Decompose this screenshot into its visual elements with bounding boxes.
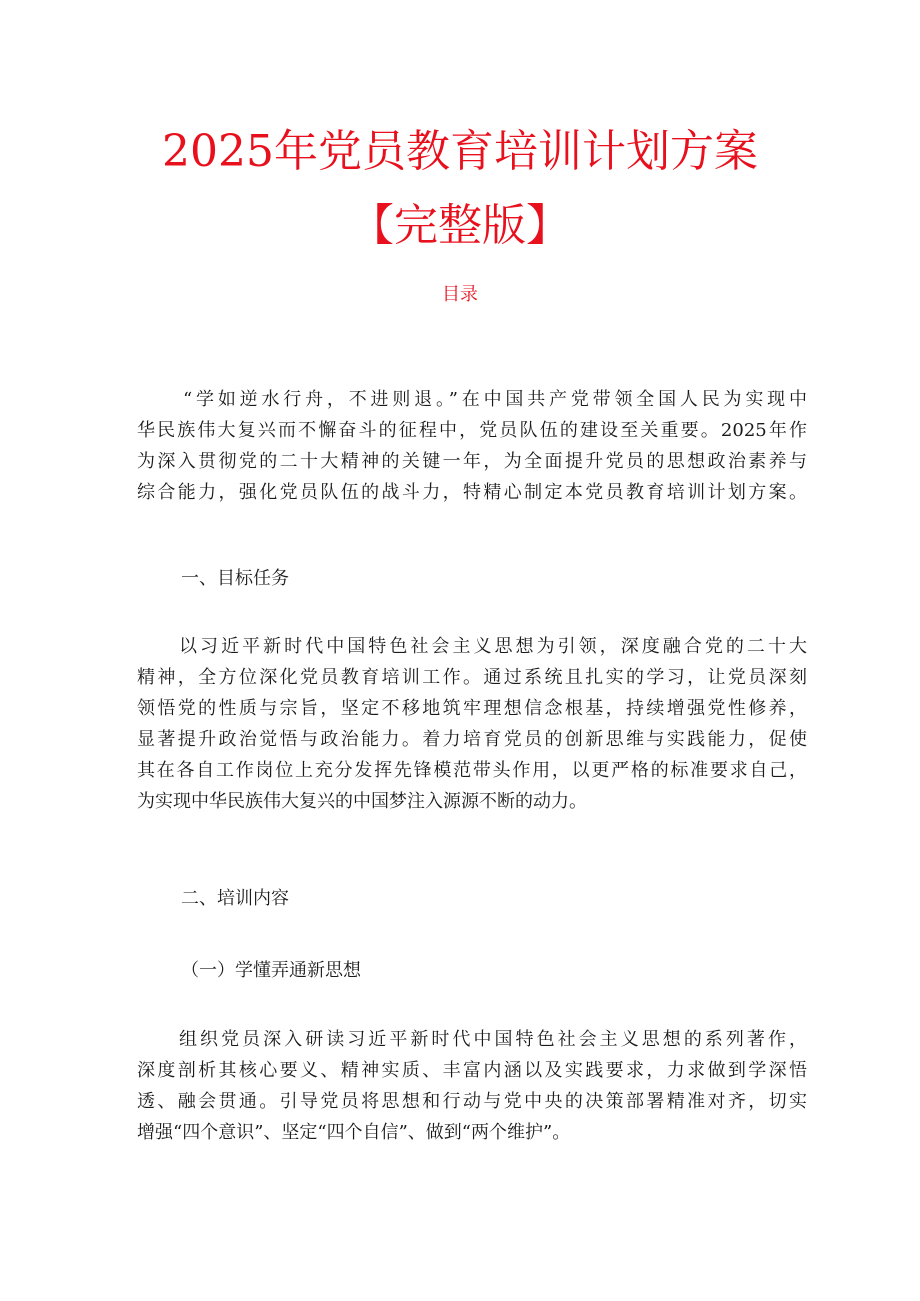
paragraph-line: 组织党员深入研读习近平新时代中国特色社会主义思想的系列著作，	[179, 1029, 807, 1050]
paragraph-line: “学如逆水行舟，不进则退。”在中国共产党带领全国人民为实现中	[183, 389, 807, 410]
paragraph-line: 综合能力，强化党员队伍的战斗力，特精心制定本党员教育培训计划方案。	[137, 482, 807, 503]
section-heading-content: 二、培训内容	[181, 888, 289, 909]
paragraph-line: 显著提升政治觉悟与政治能力。着力培育党员的创新思维与实践能力，促使	[137, 729, 807, 750]
paragraph-line: 为实现中华民族伟大复兴的中国梦注入源源不断的动力。	[137, 791, 587, 812]
paragraph-line: 增强“四个意识”、坚定“四个自信”、做到“两个维护”。	[137, 1122, 571, 1143]
paragraph-line: 透、融会贯通。引导党员将思想和行动与党中央的决策部署精准对齐，切实	[137, 1091, 807, 1112]
thought-paragraph	[137, 1024, 807, 1148]
paragraph-line: 领悟党的性质与宗旨，坚定不移地筑牢理想信念根基，持续增强党性修养，	[137, 698, 807, 719]
subsection-heading-thought: （一）学懂弄通新思想	[181, 960, 361, 981]
paragraph-line: 其在各自工作岗位上充分发挥先锋模范带头作用，以更严格的标准要求自己，	[137, 760, 807, 781]
paragraph-line: 华民族伟大复兴而不懈奋斗的征程中，党员队伍的建设至关重要。2025年作	[137, 420, 807, 441]
paragraph-line: 为深入贯彻党的二十大精神的关键一年，为全面提升党员的思想政治素养与	[137, 451, 807, 472]
section-heading-goals: 一、目标任务	[181, 568, 289, 589]
paragraph-line: 深度剖析其核心要义、精神实质、丰富内涵以及实践要求，力求做到学深悟	[137, 1060, 807, 1081]
document-title-suffix: 【完整版】	[350, 200, 570, 251]
toc-label: 目录	[442, 284, 478, 305]
paragraph-line: 精神，全方位深化党员教育培训工作。通过系统且扎实的学习，让党员深刻	[137, 667, 807, 688]
intro-paragraph	[137, 384, 807, 508]
paragraph-line: 以习近平新时代中国特色社会主义思想为引领，深度融合党的二十大	[179, 636, 807, 657]
document-title: 2025年党员教育培训计划方案	[162, 126, 758, 177]
goals-paragraph	[137, 631, 807, 817]
